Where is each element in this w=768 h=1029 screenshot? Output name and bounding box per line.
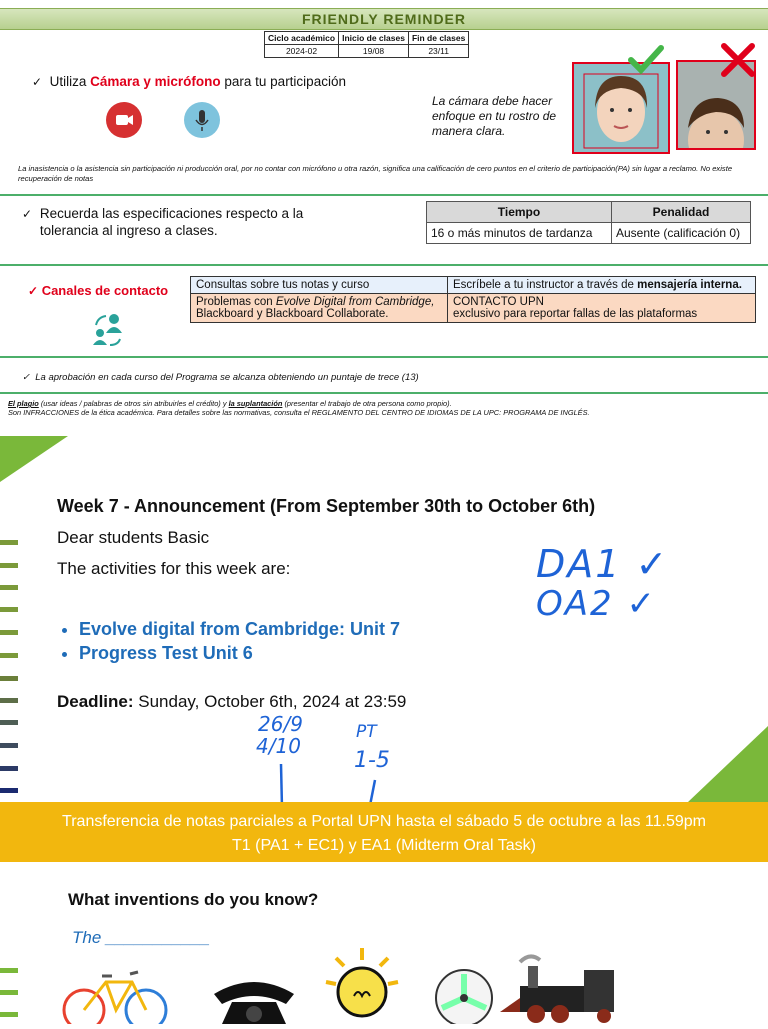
contact-text: Blackboard y Blackboard Collaborate. <box>196 308 389 320</box>
absence-note: La inasistencia o la asistencia sin participación ni producción oral, por no contar con micrófono u otra razón, significa una calificación de cero puntos en el criterio de participación(PA) sin lugar a reclamo. No existe recuperación de notas <box>18 164 733 183</box>
deadline-value: Sunday, October 6th, 2024 at 23:59 <box>133 692 407 711</box>
contact-text: exclusivo para reportar fallas de las plataformas <box>453 308 698 320</box>
approval-text: La aprobación en cada curso del Programa se alcanza obteniendo un puntaje de trece (13) <box>35 372 419 383</box>
fan-icon <box>432 966 496 1029</box>
announcement-title: Week 7 - Announcement (From September 30th to October 6th) <box>57 496 596 516</box>
activity-item: • Evolve digital from Cambridge: Unit 7 <box>79 617 400 641</box>
contact-text: Problemas con <box>196 296 276 308</box>
handwritten-date2: 4/10 <box>256 734 301 758</box>
penalty-cell: Ausente (calificación 0) <box>612 223 751 244</box>
camera-highlight: Cámara y micrófono <box>90 74 221 89</box>
check-icon: ✓ <box>28 284 39 298</box>
inventions-answer-prompt: The ___________ <box>72 928 211 947</box>
plagio-text: (usar ideas / palabras de otros sin atribuirles el crédito) y <box>38 399 229 408</box>
suplant-label: la suplantación <box>228 399 283 408</box>
camera-pre: Utiliza <box>49 74 91 89</box>
locomotive-icon <box>500 952 650 1029</box>
contact-text: CONTACTO UPN <box>453 296 544 308</box>
telephone-icon <box>206 974 302 1029</box>
greeting: Dear students Basic <box>57 528 210 547</box>
camera-note: La cámara debe hacer enfoque en tu rostro de manera clara. <box>432 94 557 138</box>
contact-cell: Consultas sobre tus notas y curso <box>191 277 448 294</box>
activities-intro: The activities for this week are: <box>57 559 291 578</box>
check-icon: ✓ <box>32 75 43 89</box>
check-icon: ✓ <box>22 372 30 383</box>
side-bar-decoration <box>0 990 18 995</box>
side-bar-decoration <box>0 968 18 973</box>
contact-bold: mensajería interna. <box>637 279 742 291</box>
camera-post: para tu participación <box>220 74 346 89</box>
transfer-line2: T1 (PA1 + EC1) y EA1 (Midterm Oral Task) <box>232 837 536 854</box>
side-bar-decoration <box>0 1012 18 1017</box>
handwritten-pt: PT <box>356 722 377 742</box>
light-bulb-icon <box>322 944 402 1029</box>
handwritten-da2: OA2 ✓ <box>536 584 657 624</box>
contact-label-text: Canales de contacto <box>41 283 169 298</box>
check-icon: ✓ <box>22 207 33 221</box>
banner-title: FRIENDLY REMINDER <box>301 11 467 27</box>
deadline-label: Deadline: <box>57 692 134 711</box>
cycle-header: Fin de clases <box>408 32 468 45</box>
contact-text: Escríbele a tu instructor a través de <box>453 279 638 291</box>
activity-item: • Progress Test Unit 6 <box>79 641 400 665</box>
handwritten-da1: DA1 ✓ <box>536 542 670 586</box>
inventions-question: What inventions do you know? <box>68 890 319 909</box>
cycle-header: Inicio de clases <box>339 32 409 45</box>
cycle-cell: 19/08 <box>339 45 409 58</box>
handwritten-date1: 26/9 <box>258 712 303 736</box>
contact-italic: Evolve Digital from Cambridge, <box>275 296 435 308</box>
penalty-header: Penalidad <box>612 202 751 223</box>
infracciones-text: Son INFRACCIONES de la ética académica. Para detalles sobre las normativas, consulta el REGLAMENTO DEL CENTRO DE IDIOMAS DE LA UPC: PROGRAMA DE INGLÉS. <box>8 408 590 417</box>
penalty-cell: 16 o más minutos de tardanza <box>427 223 612 244</box>
suplant-text: (presentar el trabajo de otra persona como propio). <box>282 399 452 408</box>
cycle-cell: 2024-02 <box>265 45 339 58</box>
penalty-header: Tiempo <box>427 202 612 223</box>
transfer-banner <box>0 802 768 862</box>
handwritten-pt-range: 1-5 <box>354 748 390 773</box>
tolerance-text: Recuerda las especificaciones respecto a la tolerancia al ingreso a clases. <box>39 206 304 238</box>
plagio-label: El plagio <box>8 399 39 408</box>
cycle-cell: 23/11 <box>408 45 468 58</box>
bicycle-icon <box>60 964 170 1029</box>
cycle-header: Ciclo académico <box>265 32 339 45</box>
transfer-line1: Transferencia de notas parciales a Portal UPN hasta el sábado 5 de octubre a las 11.59pm <box>62 813 706 830</box>
